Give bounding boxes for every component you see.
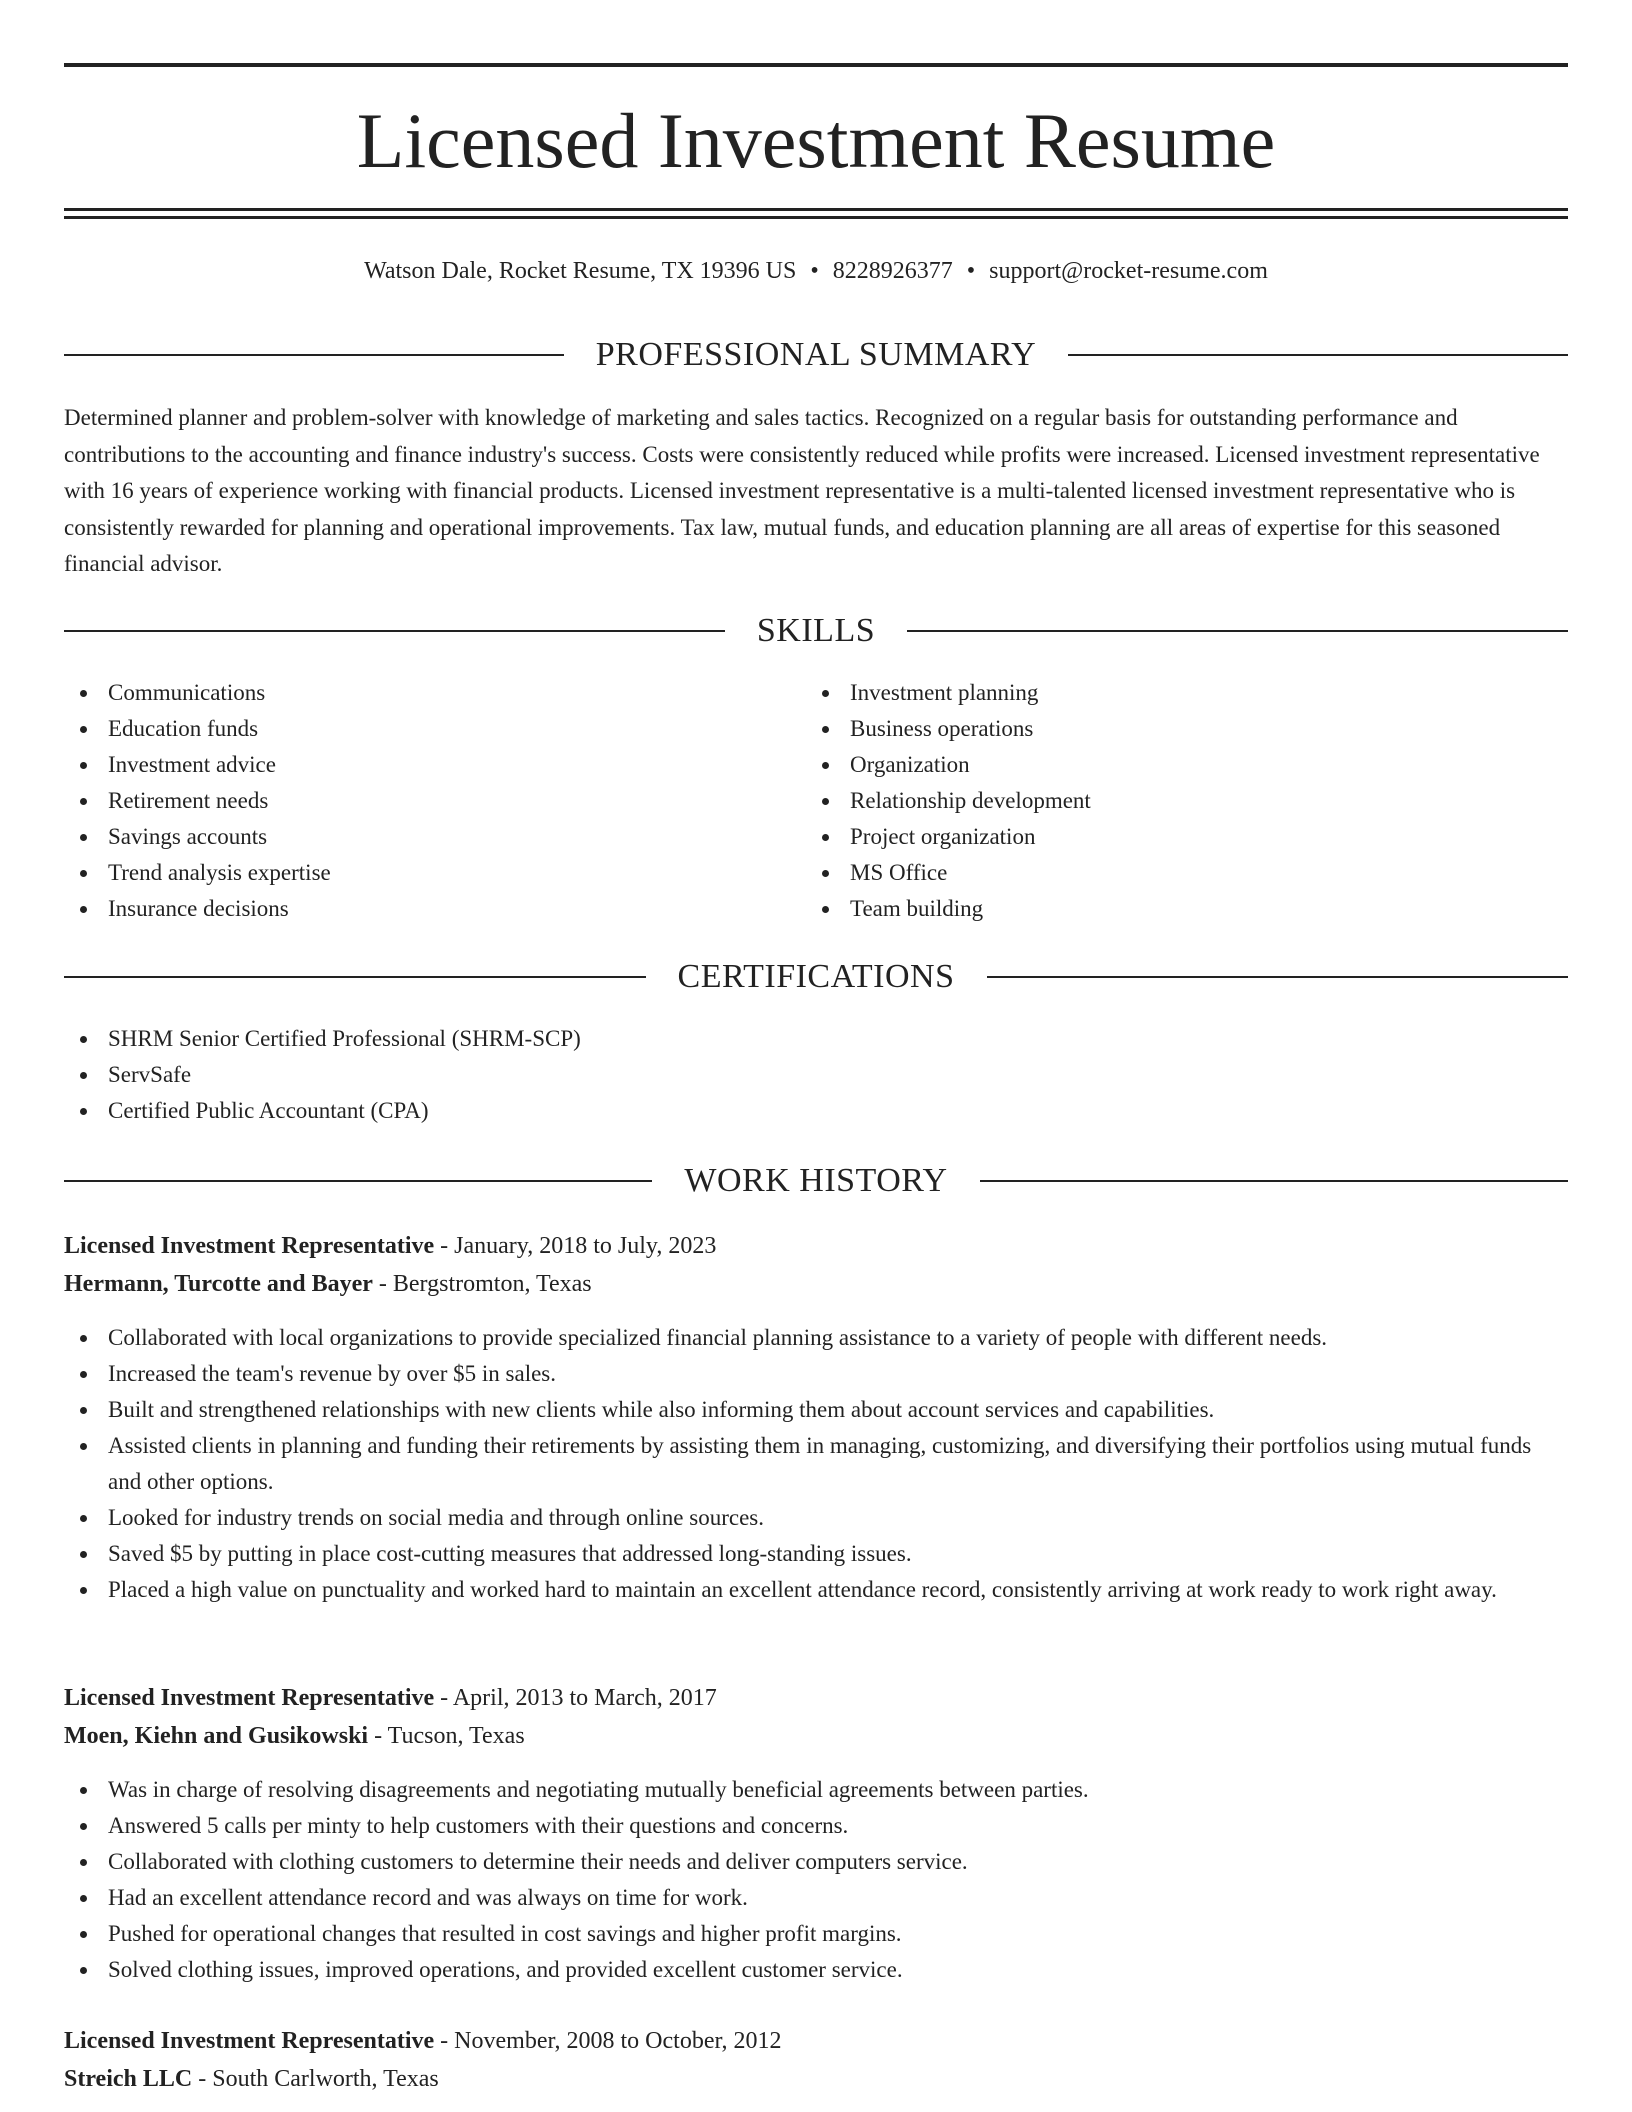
heading-rule	[907, 630, 1568, 632]
job-dates: - November, 2008 to October, 2012	[434, 2028, 782, 2054]
skill-item: MS Office	[806, 855, 1546, 891]
resume-title: Licensed Investment Resume	[356, 97, 1276, 184]
contact-address: Watson Dale, Rocket Resume, TX 19396 US	[364, 258, 797, 284]
skill-item: Savings accounts	[64, 819, 804, 855]
certifications-heading-label: CERTIFICATIONS	[677, 958, 955, 995]
skill-item: Investment advice	[64, 747, 804, 783]
heading-rule	[64, 354, 564, 356]
heading-rule	[980, 1180, 1568, 1182]
job-bullet-item: Answered 5 calls per minty to help customers with their questions and concerns.	[64, 1808, 1568, 1844]
job-company: Hermann, Turcotte and Bayer	[64, 1271, 373, 1297]
job-bullet-item: Placed a high value on punctuality and worked hard to maintain an excellent attendance record, consistently arriving at work ready to work right away.	[64, 1572, 1568, 1608]
top-rule	[64, 63, 1568, 67]
skill-item: Insurance decisions	[64, 891, 804, 927]
certifications-heading	[64, 957, 1568, 997]
job-location: - Bergstromton, Texas	[372, 1271, 592, 1297]
job-location: - Tucson, Texas	[368, 1723, 525, 1749]
certification-item: Certified Public Accountant (CPA)	[64, 1093, 1568, 1129]
job-dates: - January, 2018 to July, 2023	[434, 1233, 717, 1259]
summary-heading-label: PROFESSIONAL SUMMARY	[595, 336, 1037, 373]
job-bullet-item: Saved $5 by putting in place cost-cutting measures that addressed long-standing issues.	[64, 1536, 1568, 1572]
certifications-list	[64, 1021, 1568, 1129]
job-title-line	[64, 1681, 1568, 1715]
title-rule-upper	[64, 208, 1568, 211]
skill-item: Communications	[64, 675, 804, 711]
skill-item: Team building	[806, 891, 1546, 927]
job-bullet-item: Collaborated with local organizations to provide specialized financial planning assistance to a variety of people with different needs.	[64, 1320, 1568, 1356]
job-location: - South Carlworth, Texas	[192, 2066, 439, 2092]
title-rule-lower	[64, 216, 1568, 219]
job-company: Streich LLC	[64, 2066, 193, 2092]
heading-rule	[64, 630, 725, 632]
contact-separator: •	[810, 258, 819, 284]
job-bullet-item: Looked for industry trends on social media and through online sources.	[64, 1500, 1568, 1536]
heading-rule	[987, 976, 1569, 978]
certification-item: SHRM Senior Certified Professional (SHRM-SCP)	[64, 1021, 1568, 1057]
job-title-line	[64, 1229, 1568, 1263]
skills-list-left	[64, 675, 804, 927]
summary-text: Determined planner and problem-solver with knowledge of marketing and sales tactics. Recognized on a regular basis for outstanding performance and contributions to the accounting and finance industry's success. Costs were consistently reduced while profits were increased. Licensed investment representative with 16 years of experience working with financial products. Licensed investment representative is a multi-talented licensed investment representative who is consistently rewarded for planning and operational improvements. Tax law, mutual funds, and education planning are all areas of expertise for this seasoned financial advisor.	[64, 405, 1540, 576]
skills-list-right	[806, 675, 1546, 927]
job-bullet-item: Assisted clients in planning and funding their retirements by assisting them in managing, customizing, and diversifying their portfolios using mutual funds and other options.	[64, 1428, 1568, 1500]
job-company-line	[64, 1719, 1568, 1753]
job-bullet-item: Was in charge of resolving disagreements and negotiating mutually beneficial agreements between parties.	[64, 1772, 1568, 1808]
job-bullet-item: Increased the team's revenue by over $5 in sales.	[64, 1356, 1568, 1392]
contact-line	[64, 256, 1568, 286]
skill-item: Project organization	[806, 819, 1546, 855]
job-title: Licensed Investment Representative	[64, 1233, 435, 1259]
skill-item: Investment planning	[806, 675, 1546, 711]
skills-heading	[64, 611, 1568, 651]
work-history-heading	[64, 1161, 1568, 1201]
job-bullet-item: Pushed for operational changes that resulted in cost savings and higher profit margins.	[64, 1916, 1568, 1952]
summary-heading	[64, 335, 1568, 375]
skill-item: Trend analysis expertise	[64, 855, 804, 891]
heading-rule	[64, 1180, 652, 1182]
job-bullet-item: Built and strengthened relationships with new clients while also informing them about account services and capabilities.	[64, 1392, 1568, 1428]
job-company-line	[64, 2062, 1568, 2096]
heading-rule	[1068, 354, 1568, 356]
job-bullet-item: Had an excellent attendance record and was always on time for work.	[64, 1880, 1568, 1916]
job-dates: - April, 2013 to March, 2017	[434, 1685, 717, 1711]
heading-rule	[64, 976, 646, 978]
job-company: Moen, Kiehn and Gusikowski	[64, 1723, 369, 1749]
work-history-heading-label: WORK HISTORY	[684, 1162, 948, 1199]
job-bullet-item: Collaborated with clothing customers to determine their needs and deliver computers service.	[64, 1844, 1568, 1880]
skill-item: Relationship development	[806, 783, 1546, 819]
skill-item: Organization	[806, 747, 1546, 783]
job-bullet-item: Solved clothing issues, improved operations, and provided excellent customer service.	[64, 1952, 1568, 1988]
job-bullets	[64, 1772, 1568, 1988]
skill-item: Business operations	[806, 711, 1546, 747]
job-title: Licensed Investment Representative	[64, 1685, 435, 1711]
skill-item: Retirement needs	[64, 783, 804, 819]
certification-item: ServSafe	[64, 1057, 1568, 1093]
contact-separator: •	[966, 258, 976, 284]
job-company-line	[64, 1267, 1568, 1301]
skill-item: Education funds	[64, 711, 804, 747]
job-title: Licensed Investment Representative	[64, 2028, 435, 2054]
job-title-line	[64, 2024, 1568, 2058]
contact-email: support@rocket-resume.com	[989, 258, 1268, 284]
contact-phone: 8228926377	[832, 258, 953, 284]
job-bullets	[64, 1320, 1568, 1608]
skills-heading-label: SKILLS	[756, 612, 876, 649]
